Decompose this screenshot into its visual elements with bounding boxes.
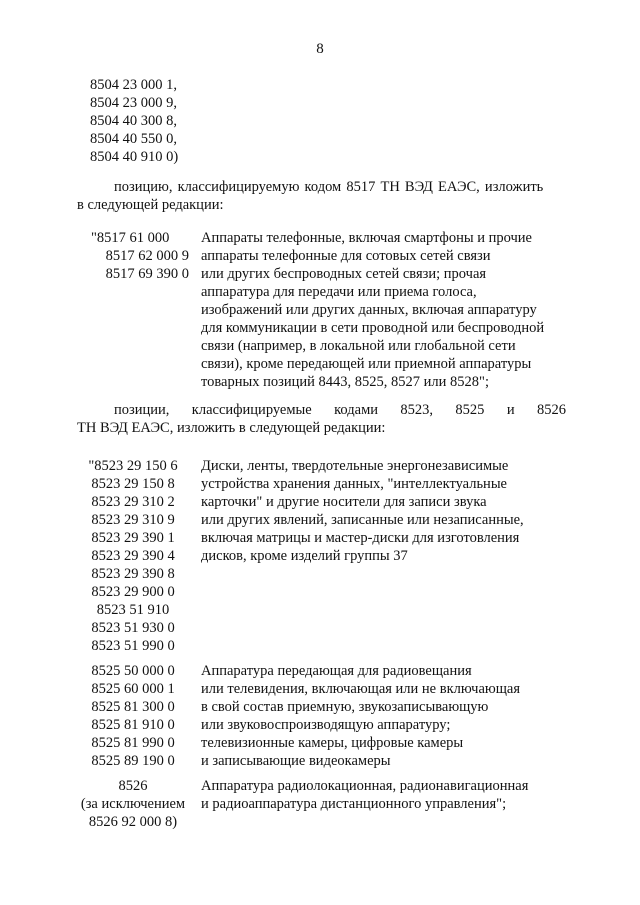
code: 8525 89 190 0: [91, 753, 175, 769]
description-line: карточки" и другие носители для записи звука: [201, 494, 487, 510]
description-line: связи (например, в локальной или глобальной сети: [201, 338, 516, 354]
code: 8525 60 000 1: [91, 681, 175, 697]
paragraph-line: в следующей редакции:: [77, 197, 224, 213]
table-row: [77, 457, 566, 655]
code: 8523 29 900 0: [91, 584, 175, 600]
code: 8523 29 310 9: [91, 512, 175, 528]
code-column: [77, 229, 201, 391]
top-code-list: [90, 76, 178, 166]
description-line: товарных позиций 8443, 8525, 8527 или 8528";: [201, 374, 489, 390]
code: (за исключением: [80, 796, 186, 812]
description-column: [201, 662, 566, 770]
code: 8523 29 310 2: [91, 494, 175, 510]
code: 8526 92 000 8): [88, 814, 178, 830]
description-line: аппаратура для передачи или приема голоса,: [201, 284, 477, 300]
top-code: 8504 40 300 8,: [90, 113, 177, 129]
code: "8523 29 150 6: [88, 458, 178, 474]
table-row: [77, 229, 566, 391]
paragraph-word: 8526: [536, 402, 566, 418]
paragraph-line: позицию, классифицируемую кодом 8517 ТН ВЭД ЕАЭС, изложить: [114, 179, 544, 195]
description-line: или других явлений, записанные или незаписанные,: [201, 512, 524, 528]
description-line: Аппараты телефонные, включая смартфоны и прочие: [201, 230, 532, 246]
code: 8525 81 990 0: [91, 735, 175, 751]
paragraph-word: позиции,: [114, 402, 170, 418]
code: 8523 29 390 8: [91, 566, 175, 582]
top-code: 8504 40 910 0): [90, 149, 179, 165]
code-column: [77, 777, 201, 831]
paragraph-position-8517: [77, 178, 566, 214]
paragraph-word: 8523,: [400, 402, 434, 418]
code-column: [77, 457, 201, 655]
description-line: изображений или других данных, включая аппаратуру: [201, 302, 537, 318]
description-line: включая матрицы и мастер-диски для изготовления: [201, 530, 520, 546]
description-line: Аппаратура передающая для радиовещания: [201, 663, 472, 679]
description-line: телевизионные камеры, цифровые камеры: [201, 735, 464, 751]
code: 8526: [118, 778, 148, 794]
table-row: [77, 662, 566, 770]
code: 8523 29 390 4: [91, 548, 175, 564]
description-line: или телевидения, включающая или не включающая: [201, 681, 520, 697]
description-line: и записывающие видеокамеры: [201, 753, 391, 769]
description-line: Диски, ленты, твердотельные энергонезависимые: [201, 458, 509, 474]
table-8523-8525-8526: [77, 457, 566, 831]
description-line: связи), кроме передающей или приемной аппаратуры: [201, 356, 532, 372]
description-line: дисков, кроме изделий группы 37: [201, 548, 408, 564]
code: 8525 50 000 0: [91, 663, 175, 679]
paragraph-word: 8525: [455, 402, 485, 418]
description-column: [201, 777, 566, 831]
code: 8523 51 910: [96, 602, 170, 618]
description-line: в свой состав приемную, звукозаписывающую: [201, 699, 489, 715]
page-number: 8: [316, 41, 324, 57]
code: 8525 81 300 0: [91, 699, 175, 715]
description-line: аппараты телефонные для сотовых сетей связи: [201, 248, 491, 264]
code: "8517 61 000: [91, 230, 170, 246]
paragraph-line: ТН ВЭД ЕАЭС, изложить в следующей редакции:: [77, 420, 386, 436]
description-column: [201, 229, 566, 391]
paragraph-word: кодами: [334, 402, 379, 418]
description-line: или других беспроводных сетей связи; прочая: [201, 266, 487, 282]
code-column: [77, 662, 201, 770]
table-row: [77, 777, 566, 831]
code: 8517 62 000 9: [105, 248, 189, 264]
paragraph-positions-8523-8525-8526: [77, 401, 566, 437]
description-column: [201, 457, 566, 655]
table-8517: [77, 229, 566, 391]
code: 8523 29 150 8: [91, 476, 175, 492]
description-line: устройства хранения данных, "интеллектуальные: [201, 476, 507, 492]
description-line: Аппаратура радиолокационная, радионавигационная: [201, 778, 529, 794]
top-code: 8504 23 000 9,: [90, 95, 177, 111]
top-code: 8504 23 000 1,: [90, 77, 177, 93]
description-line: для коммуникации в сети проводной или беспроводной: [201, 320, 545, 336]
code: 8525 81 910 0: [91, 717, 175, 733]
top-code: 8504 40 550 0,: [90, 131, 177, 147]
code: 8523 51 930 0: [91, 620, 175, 636]
code: 8523 51 990 0: [91, 638, 175, 654]
code: 8517 69 390 0: [105, 266, 189, 282]
description-line: или звуковоспроизводящую аппаратуру;: [201, 717, 451, 733]
paragraph-word: классифицируемые: [191, 402, 312, 418]
paragraph-word: и: [506, 402, 515, 418]
description-line: и радиоаппаратура дистанционного управления";: [201, 796, 507, 812]
code: 8523 29 390 1: [91, 530, 175, 546]
